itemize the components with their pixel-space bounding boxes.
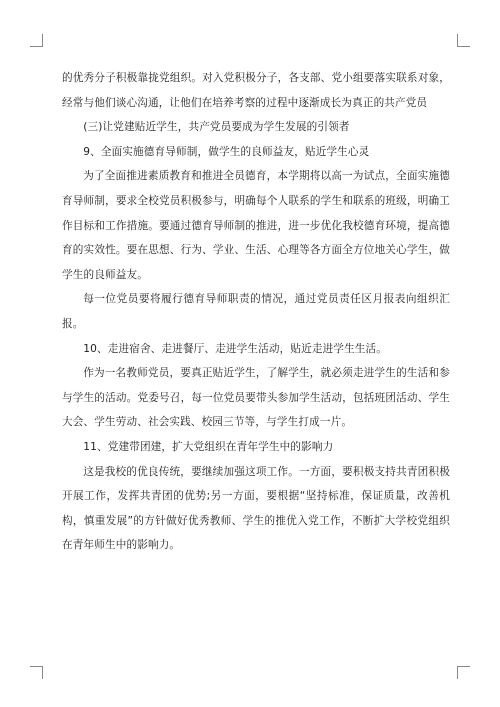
paragraph-continuation: 的优秀分子积极靠拢党组织。对入党积极分子，各支部、党小组要落实联系对象，经常与他们谈心沟通，让他们在培养考察的过程中逐渐成长为真正的共产党员 (62, 72, 450, 109)
section-heading: (三)让党建贴近学生，共产党员要成为学生发展的引领者 (83, 121, 350, 134)
item-heading-11: 11、党建带团建，扩大党组织在青年学生中的影响力 (83, 440, 334, 453)
item-heading-9: 9、全面实施德育导师制，做学生的良师益友，贴近学生心灵 (83, 145, 370, 158)
document-body (62, 66, 450, 558)
crop-mark-bottom-left (30, 666, 43, 679)
paragraph-mentor-system: 为了全面推进素质教育和推进全员德育，本学期将以高一为试点，全面实施德育导师制，要求全校党员积极参与，明确每个人联系的学生和联系的班级，明确工作目标和工作措施。要通过德育导师制的推进，进一步优化我校德育环境，提高德育的实效性。要在思想、行为、学业、生活、心理等各方面全方位地关心学生，做学生的良师益友。 (62, 170, 450, 281)
crop-mark-top-right (457, 34, 470, 47)
paragraph-student-life: 作为一名教师党员，要真正贴近学生，了解学生，就必须走进学生的生活和参与学生的活动。党委号召，每一位党员要带头参加学生活动，包括班团活动、学生大会、学生劳动、社会实践、校园三节等，与学生打成一片。 (62, 367, 450, 429)
paragraph-youth-league: 这是我校的优良传统，要继续加强这项工作。一方面，要积极支持共青团积极开展工作，发挥共青团的优势;另一方面，要根据“坚持标准，保证质量，改善机构，慎重发展”的方针做好优秀教师、学生的推优入党工作，不断扩大学校党组织在青年师生中的影响力。 (62, 465, 450, 552)
item-heading-10: 10、走进宿舍、走进餐厅、走进学生活动，贴近走进学生生活。 (83, 342, 388, 355)
crop-mark-bottom-right (457, 666, 470, 679)
paragraph-report: 每一位党员要将履行德育导师职责的情况，通过党员责任区月报表向组织汇报。 (62, 293, 450, 330)
crop-mark-top-left (30, 34, 43, 47)
